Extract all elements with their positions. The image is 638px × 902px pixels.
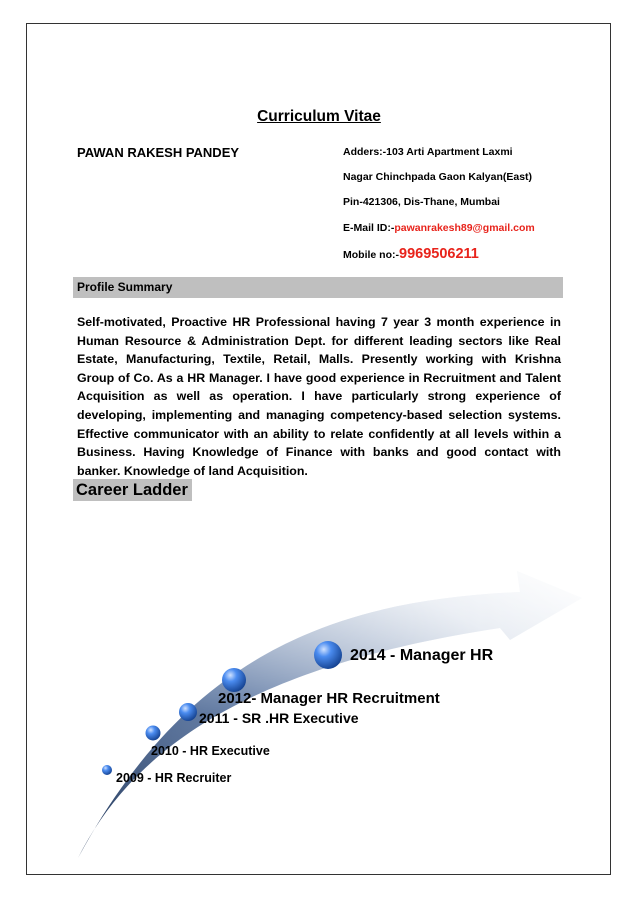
candidate-name: PAWAN RAKESH PANDEY (77, 145, 240, 160)
career-step-2009: 2009 - HR Recruiter (116, 771, 232, 785)
career-step-2012: 2012- Manager HR Recruitment (218, 690, 440, 707)
mobile-label: Mobile no:- (343, 249, 399, 261)
career-step-2011: 2011 - SR .HR Executive (199, 710, 359, 726)
email-value[interactable]: pawanrakesh89@gmail.com (394, 222, 535, 234)
profile-summary-text: Self-motivated, Proactive HR Professional having 7 year 3 month experience in Human Resource & Administration Dept. for different leading sectors like Real Estate, Manufacturing, Textile, Retail, Malls. Presently working with Krishna Group of Co. As a HR Manager. I have good experience in Recruitment and Talent Acquisition as well as operation. I have particularly strong experience of developing, implementing and managing competency-based selection systems. Effective communicator with an ability to relate confidently at all levels within a Business. Having Knowledge of Finance with banks and good contact with banker. Knowledge of land Acquisition. (77, 315, 561, 478)
bubble-2009 (102, 765, 112, 775)
profile-summary-heading: Profile Summary (77, 280, 173, 294)
bubble-2010 (146, 726, 161, 741)
address-line-2: Nagar Chinchpada Gaon Kalyan(East) (343, 171, 533, 183)
career-step-2010: 2010 - HR Executive (151, 744, 270, 758)
document-title: Curriculum Vitae (257, 108, 381, 125)
career-ladder-heading: Career Ladder (73, 479, 192, 501)
mobile-value: 9969506211 (399, 246, 479, 262)
email-label: E-Mail ID:- (343, 222, 395, 234)
bubble-2012 (222, 668, 246, 692)
address-line-1: Adders:-103 Arti Apartment Laxmi (343, 146, 513, 158)
bubble-2014 (314, 641, 342, 669)
address-line-3: Pin-421306, Dis-Thane, Mumbai (343, 196, 500, 208)
bubble-2011 (179, 703, 197, 721)
career-step-2014: 2014 - Manager HR (350, 647, 494, 664)
